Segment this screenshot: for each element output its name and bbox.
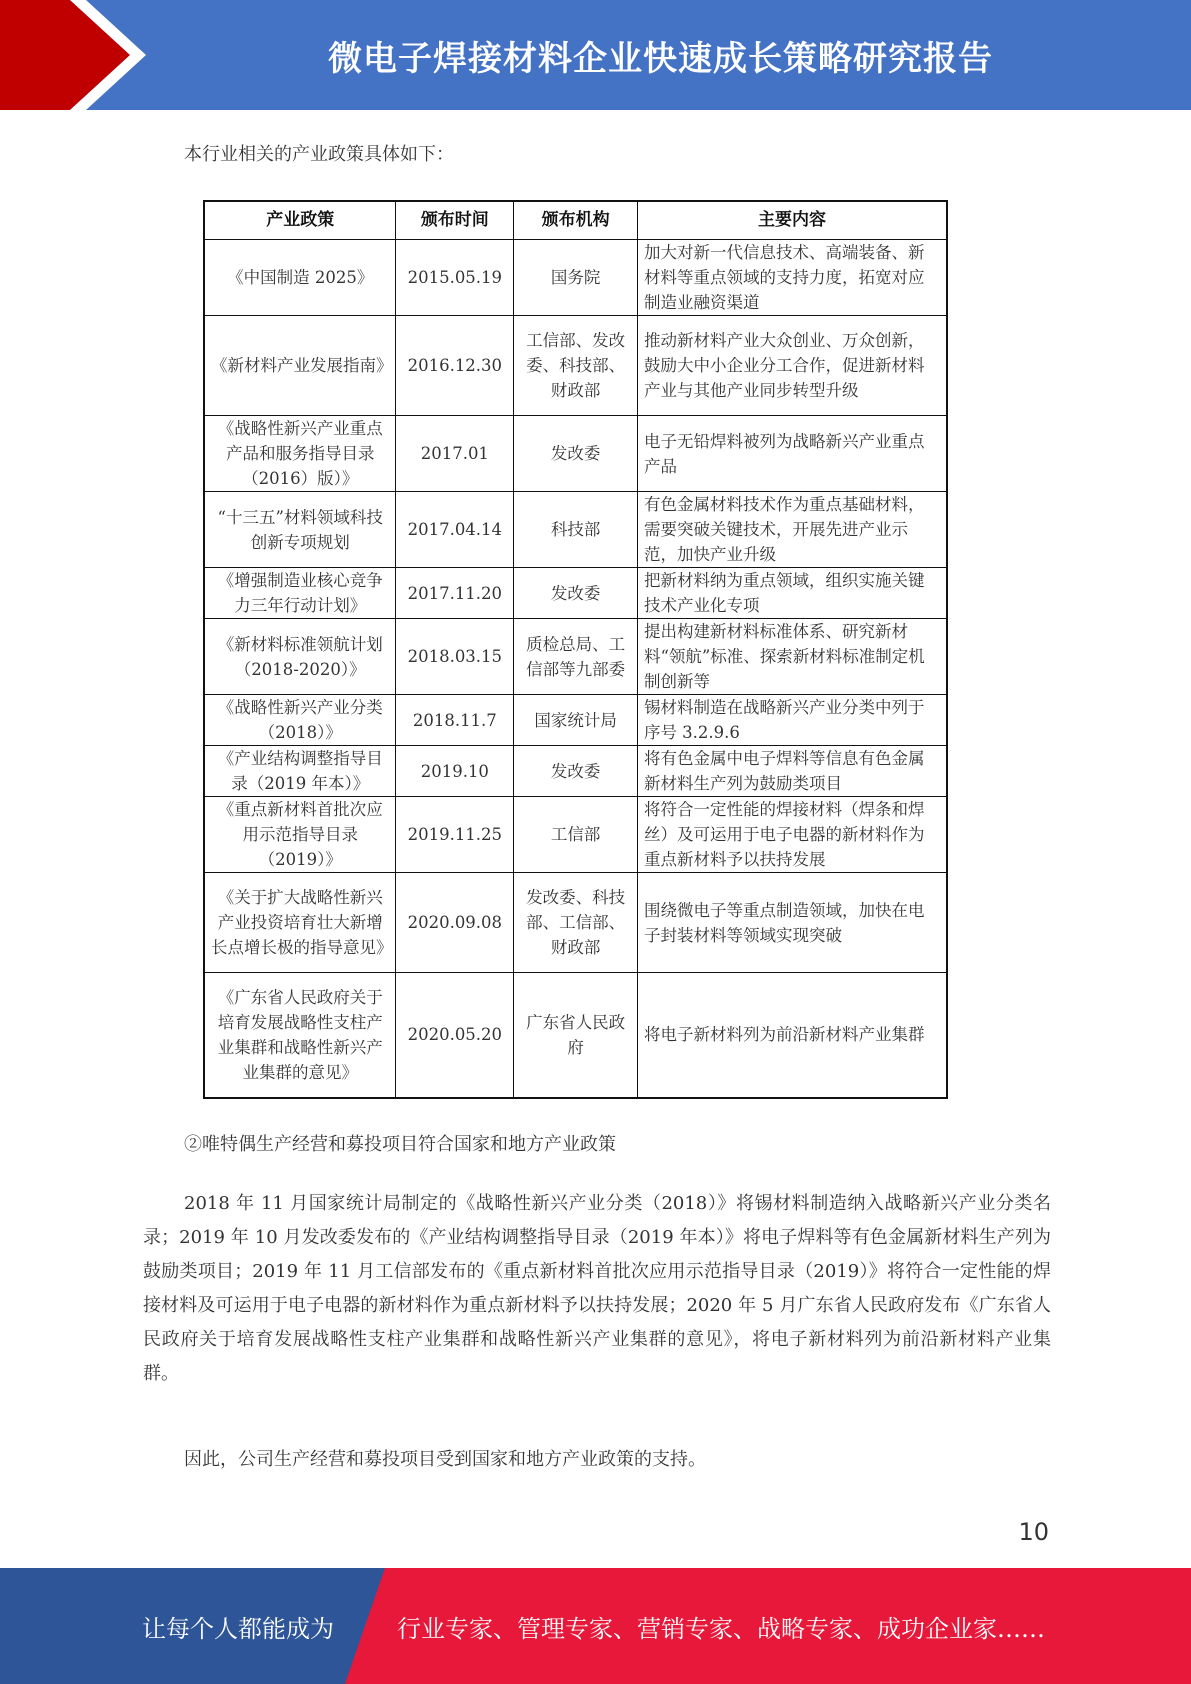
cell-org: 工信部 [514,797,638,873]
cell-content: 提出构建新材料标准体系、研究新材料“领航”标准、探索新材料标准制定机制创新等 [637,619,947,695]
table-row [204,416,947,492]
header-banner [0,0,1191,110]
cell-date: 2016.12.30 [396,316,514,416]
table-row [204,492,947,568]
cell-policy: 《新材料产业发展指南》 [204,316,396,416]
cell-org: 发改委 [514,746,638,797]
table-row [204,316,947,416]
cell-date: 2019.11.25 [396,797,514,873]
cell-date: 2018.11.7 [396,695,514,746]
cell-org: 发改委 [514,568,638,619]
cell-policy: 《产业结构调整指导目录（2019 年本）》 [204,746,396,797]
column-header-org: 颁布机构 [514,201,638,240]
footer-banner [0,1568,1191,1684]
cell-policy: 《新材料标准领航计划（2018-2020）》 [204,619,396,695]
cell-policy: 《重点新材料首批次应用示范指导目录（2019）》 [204,797,396,873]
cell-policy: 《战略性新兴产业分类（2018）》 [204,695,396,746]
intro-text: 本行业相关的产业政策具体如下： [184,144,454,165]
header-arrow-graphic [0,0,160,110]
cell-date: 2017.11.20 [396,568,514,619]
cell-content: 推动新材料产业大众创业、万众创新，鼓励大中小企业分工合作，促进新材料产业与其他产业同步转型升级 [637,316,947,416]
cell-policy: 《战略性新兴产业重点产品和服务指导目录（2016）版）》 [204,416,396,492]
cell-org: 国务院 [514,240,638,316]
cell-content: 加大对新一代信息技术、高端装备、新材料等重点领域的支持力度，拓宽对应制造业融资渠道 [637,240,947,316]
table-row [204,873,947,973]
column-header-content: 主要内容 [637,201,947,240]
cell-content: 将电子新材料列为前沿新材料产业集群 [637,973,947,1098]
cell-policy: 《广东省人民政府关于培育发展战略性支柱产业集群和战略性新兴产业集群的意见》 [204,973,396,1098]
cell-policy: 《中国制造 2025》 [204,240,396,316]
cell-content: 有色金属材料技术作为重点基础材料，需要突破关键技术，开展先进产业示范，加快产业升级 [637,492,947,568]
footer-slogan-left: 让每个人都能成为 [142,1614,334,1643]
cell-date: 2018.03.15 [396,619,514,695]
cell-date: 2020.05.20 [396,973,514,1098]
cell-policy: 《关于扩大战略性新兴产业投资培育壮大新增长点增长极的指导意见》 [204,873,396,973]
report-title: 微电子焊接材料企业快速成长策略研究报告 [328,38,993,79]
policy-table [203,200,948,1099]
cell-content: 将符合一定性能的焊接材料（焊条和焊丝）及可运用于电子电器的新材料作为重点新材料予以扶持发展 [637,797,947,873]
cell-content: 把新材料纳为重点领域，组织实施关键技术产业化专项 [637,568,947,619]
cell-date: 2017.01 [396,416,514,492]
body-paragraph: 2018 年 11 月国家统计局制定的《战略性新兴产业分类（2018）》将锡材料制造纳入战略新兴产业分类名录；2019 年 10 月发改委发布的《产业结构调整指导目录（2019 年本）》将电子焊料等有色金属新材料生产列为鼓励类项目；2019 年 11 月工信部发布的《重点新材料首批次应用示范指导目录（2019）》将符合一定性能的焊接材料及可运用于电子电器的新材料作为重点新材料予以扶持发展；2020 年 5 月广东省人民政府发布《广东省人民政府关于培育发展战略性支柱产业集群和战略性新兴产业集群的意见》，将电子新材料列为前沿新材料产业集群。 [143,1193,1051,1384]
cell-policy: “十三五”材料领域科技创新专项规划 [204,492,396,568]
table-row [204,746,947,797]
conclusion-paragraph: 因此，公司生产经营和募投项目受到国家和地方产业政策的支持。 [184,1449,706,1470]
cell-org: 科技部 [514,492,638,568]
table-row [204,619,947,695]
cell-content: 将有色金属中电子焊料等信息有色金属新材料生产列为鼓励类项目 [637,746,947,797]
cell-org: 发改委 [514,416,638,492]
cell-org: 质检总局、工信部等九部委 [514,619,638,695]
cell-content: 围绕微电子等重点制造领域，加快在电子封装材料等领域实现突破 [637,873,947,973]
section-subheading: ②唯特偶生产经营和募投项目符合国家和地方产业政策 [184,1134,616,1155]
cell-date: 2015.05.19 [396,240,514,316]
cell-date: 2019.10 [396,746,514,797]
cell-org: 广东省人民政府 [514,973,638,1098]
cell-org: 发改委、科技部、工信部、财政部 [514,873,638,973]
cell-content: 电子无铅焊料被列为战略新兴产业重点产品 [637,416,947,492]
footer-slogan-right: 行业专家、管理专家、营销专家、战略专家、成功企业家…… [397,1614,1045,1643]
table-row [204,695,947,746]
column-header-policy: 产业政策 [204,201,396,240]
table-row [204,973,947,1098]
cell-content: 锡材料制造在战略新兴产业分类中列于序号 3.2.9.6 [637,695,947,746]
table-row [204,240,947,316]
cell-policy: 《增强制造业核心竞争力三年行动计划》 [204,568,396,619]
page-number: 10 [1018,1518,1049,1546]
cell-date: 2020.09.08 [396,873,514,973]
column-header-date: 颁布时间 [396,201,514,240]
table-header-row [204,201,947,240]
cell-date: 2017.04.14 [396,492,514,568]
table-row [204,797,947,873]
cell-org: 国家统计局 [514,695,638,746]
cell-org: 工信部、发改委、科技部、财政部 [514,316,638,416]
table-row [204,568,947,619]
